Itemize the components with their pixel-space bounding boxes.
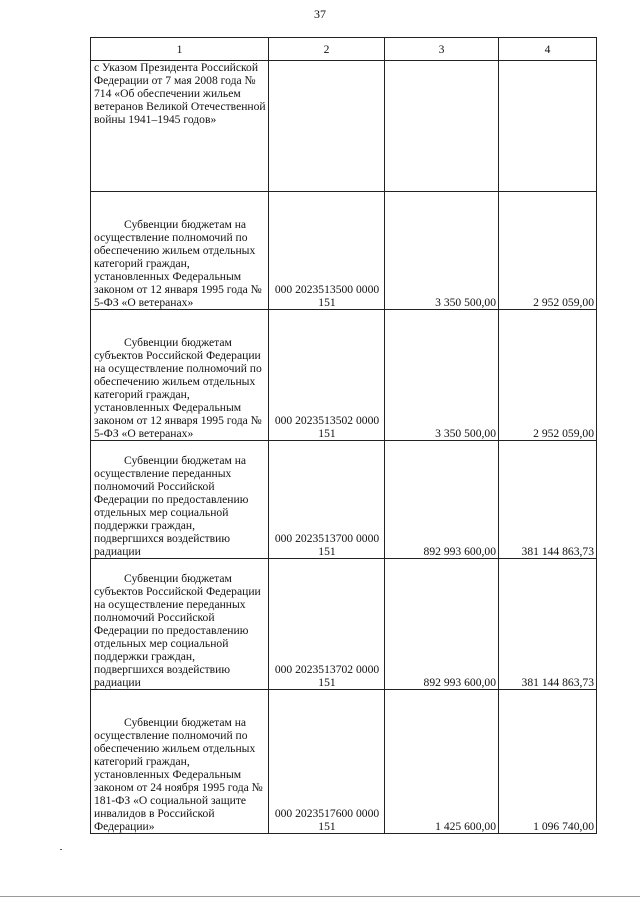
header-cell-2: 2: [269, 38, 385, 61]
code-cell: 000 2023513500 0000 151: [269, 192, 385, 310]
name-cell: [91, 690, 269, 834]
row-name: Субвенции бюджетам субъектов Российской Федерации на осуществление переданных полномочий Российской Федерации по предоставлению отдельных мер социальной поддержки граждан, подвергшихся воздействию радиации: [94, 572, 261, 689]
code-cell: [269, 61, 385, 192]
table-row: [91, 441, 597, 559]
header-cell-4: 4: [499, 38, 597, 61]
code-cell: 000 2023513502 0000 151: [269, 310, 385, 441]
table-row: [91, 61, 597, 192]
name-cell: [91, 310, 269, 441]
value4-cell: [499, 61, 597, 192]
value3-cell: 892 993 600,00: [385, 441, 499, 559]
header-cell-1: 1: [91, 38, 269, 61]
value3-cell: 3 350 500,00: [385, 310, 499, 441]
name-cell: [91, 61, 269, 192]
value3-cell: [385, 61, 499, 192]
value4-cell: 381 144 863,73: [499, 441, 597, 559]
table-header-row: [91, 38, 597, 61]
header-cell-3: 3: [385, 38, 499, 61]
row-name: с Указом Президента Российской Федерации от 7 мая 2008 года № 714 «Об обеспечении жильем ветеранов Великой Отечественной войны 1941–1945 годов»: [94, 61, 266, 126]
value4-cell: 2 952 059,00: [499, 310, 597, 441]
row-name: Субвенции бюджетам на осуществление полномочий по обеспечению жильем отдельных категорий граждан, установленных Федеральным законом от 12 января 1995 года № 5-ФЗ «О ветеранах»: [94, 218, 262, 309]
value4-cell: 1 096 740,00: [499, 690, 597, 834]
row-name: Субвенции бюджетам субъектов Российской Федерации на осуществление полномочий по обеспечению жильем отдельных категорий граждан, установленных Федеральным законом от 12 января 1995 года № 5-ФЗ «О ветеранах»: [94, 336, 262, 440]
value3-cell: 892 993 600,00: [385, 559, 499, 690]
scan-speck: [60, 849, 62, 850]
row-name: Субвенции бюджетам на осуществление полномочий по обеспечению жильем отдельных категорий граждан, установленных Федеральным законом от 24 ноября 1995 года № 181-ФЗ «О социальной защите инвалидов в Российской Федерации»: [94, 716, 263, 833]
value4-cell: 2 952 059,00: [499, 192, 597, 310]
scan-bottom-edge: [0, 896, 640, 897]
table-row: [91, 310, 597, 441]
value4-cell: 381 144 863,73: [499, 559, 597, 690]
page-number: 37: [314, 7, 326, 21]
name-cell: [91, 441, 269, 559]
budget-table: [90, 37, 597, 834]
name-cell: [91, 559, 269, 690]
row-name: Субвенции бюджетам на осуществление переданных полномочий Российской Федерации по предоставлению отдельных мер социальной поддержки граждан, подвергшихся воздействию радиации: [94, 454, 249, 558]
value3-cell: 1 425 600,00: [385, 690, 499, 834]
table-row: [91, 192, 597, 310]
code-cell: 000 2023513702 0000 151: [269, 559, 385, 690]
value3-cell: 3 350 500,00: [385, 192, 499, 310]
table-row: [91, 690, 597, 834]
name-cell: [91, 192, 269, 310]
code-cell: 000 2023513700 0000 151: [269, 441, 385, 559]
table-row: [91, 559, 597, 690]
code-cell: 000 2023517600 0000 151: [269, 690, 385, 834]
